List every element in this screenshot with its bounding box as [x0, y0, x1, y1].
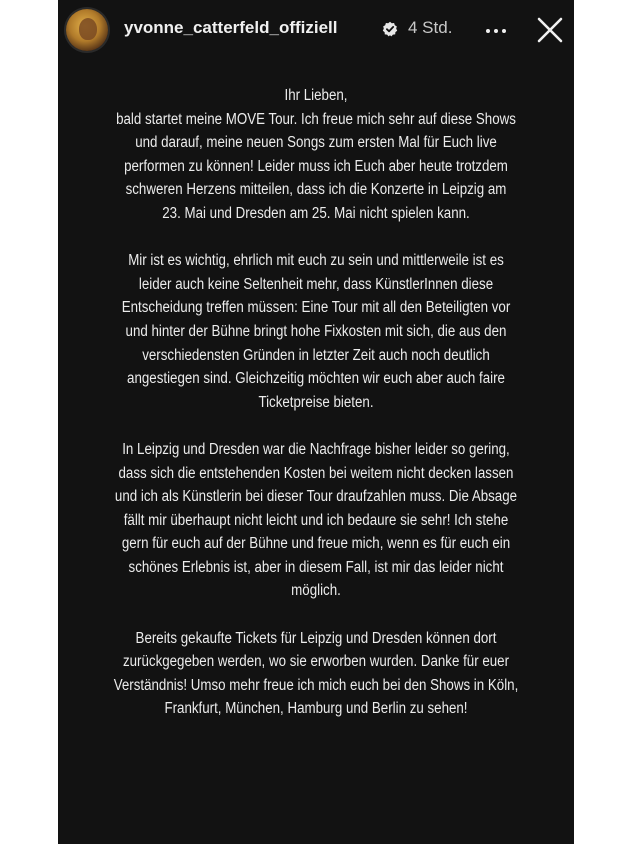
story-text-line: 23. Mai und Dresden am 25. Mai nicht spielen kann. [162, 204, 470, 222]
story-text-line: Ticketpreise bieten. [258, 393, 374, 411]
story-text-line: zurückgegeben werden, wo sie erworben wurden. Danke für euer [122, 653, 510, 671]
story-text [108, 84, 524, 745]
story-paragraph [108, 249, 524, 414]
story-header [58, 0, 574, 62]
story-text-line: schweren Herzens mitteilen, dass ich die Konzerte in Leipzig am [125, 181, 507, 199]
story-text-line: Mir ist es wichtig, ehrlich mit euch zu sein und mittlerweile ist es [128, 252, 504, 270]
story-text-line: und darauf, meine neuen Songs zum ersten Mal für Euch live [135, 134, 497, 152]
story-text-line: und hinter der Bühne bringt hohe Fixkosten mit sich, die aus den [125, 322, 507, 340]
story-text-line: und ich als Künstlerin bei dieser Tour draufzahlen muss. Die Absage [114, 488, 518, 506]
story-paragraph [108, 627, 524, 721]
story-text-line: Bereits gekaufte Tickets für Leipzig und Dresden können dort [135, 629, 497, 647]
story-text-line: möglich. [291, 582, 341, 600]
story-viewer [58, 0, 574, 844]
story-text-line: In Leipzig und Dresden war die Nachfrage bisher leider so gering, [122, 440, 510, 458]
story-text-line: bald startet meine MOVE Tour. Ich freue mich sehr auf diese Shows [116, 110, 516, 128]
avatar[interactable] [66, 9, 108, 51]
avatar-face [79, 18, 97, 40]
story-text-line: performen zu können! Leider muss ich Euch aber heute trotzdem [124, 157, 508, 175]
verified-badge-icon [382, 21, 398, 37]
story-text-line: leider auch keine Seltenheit mehr, dass KünstlerInnen diese [138, 275, 494, 293]
more-options-button[interactable] [482, 18, 510, 42]
username[interactable]: yvonne_catterfeld_offiziell [124, 18, 338, 37]
timestamp: 4 Std. [408, 18, 453, 37]
more-dots-icon [486, 29, 490, 33]
story-text-line: Verständnis! Umso mehr freue ich mich euch bei den Shows in Köln, [113, 676, 519, 694]
close-icon[interactable] [536, 16, 564, 44]
story-text-line: Ihr Lieben, [284, 87, 348, 104]
story-text-line: Entscheidung treffen müssen: Eine Tour mit all den Beteiligten vor [121, 299, 511, 317]
story-text-line: verschiedensten Gründen in letzter Zeit auch noch deutlich [142, 346, 490, 364]
story-text-line: gern für euch auf der Bühne und freue mich, wenn es für euch ein [121, 535, 511, 553]
story-text-line: schönes Erlebnis ist, aber in diesem Fall, ist mir das leider nicht [128, 558, 504, 576]
story-text-line: Frankfurt, München, Hamburg und Berlin zu sehen! [164, 700, 468, 718]
story-text-line: dass sich die entstehenden Kosten bei weitem nicht decken lassen [118, 464, 514, 482]
story-text-line: angestiegen sind. Gleichzeitig möchten wir euch aber auch faire [127, 370, 505, 388]
story-paragraph [108, 84, 524, 226]
story-text-line: fällt mir überhaupt nicht leicht und ich bedaure sie sehr! Ich stehe [123, 511, 509, 529]
story-paragraph [108, 438, 524, 603]
